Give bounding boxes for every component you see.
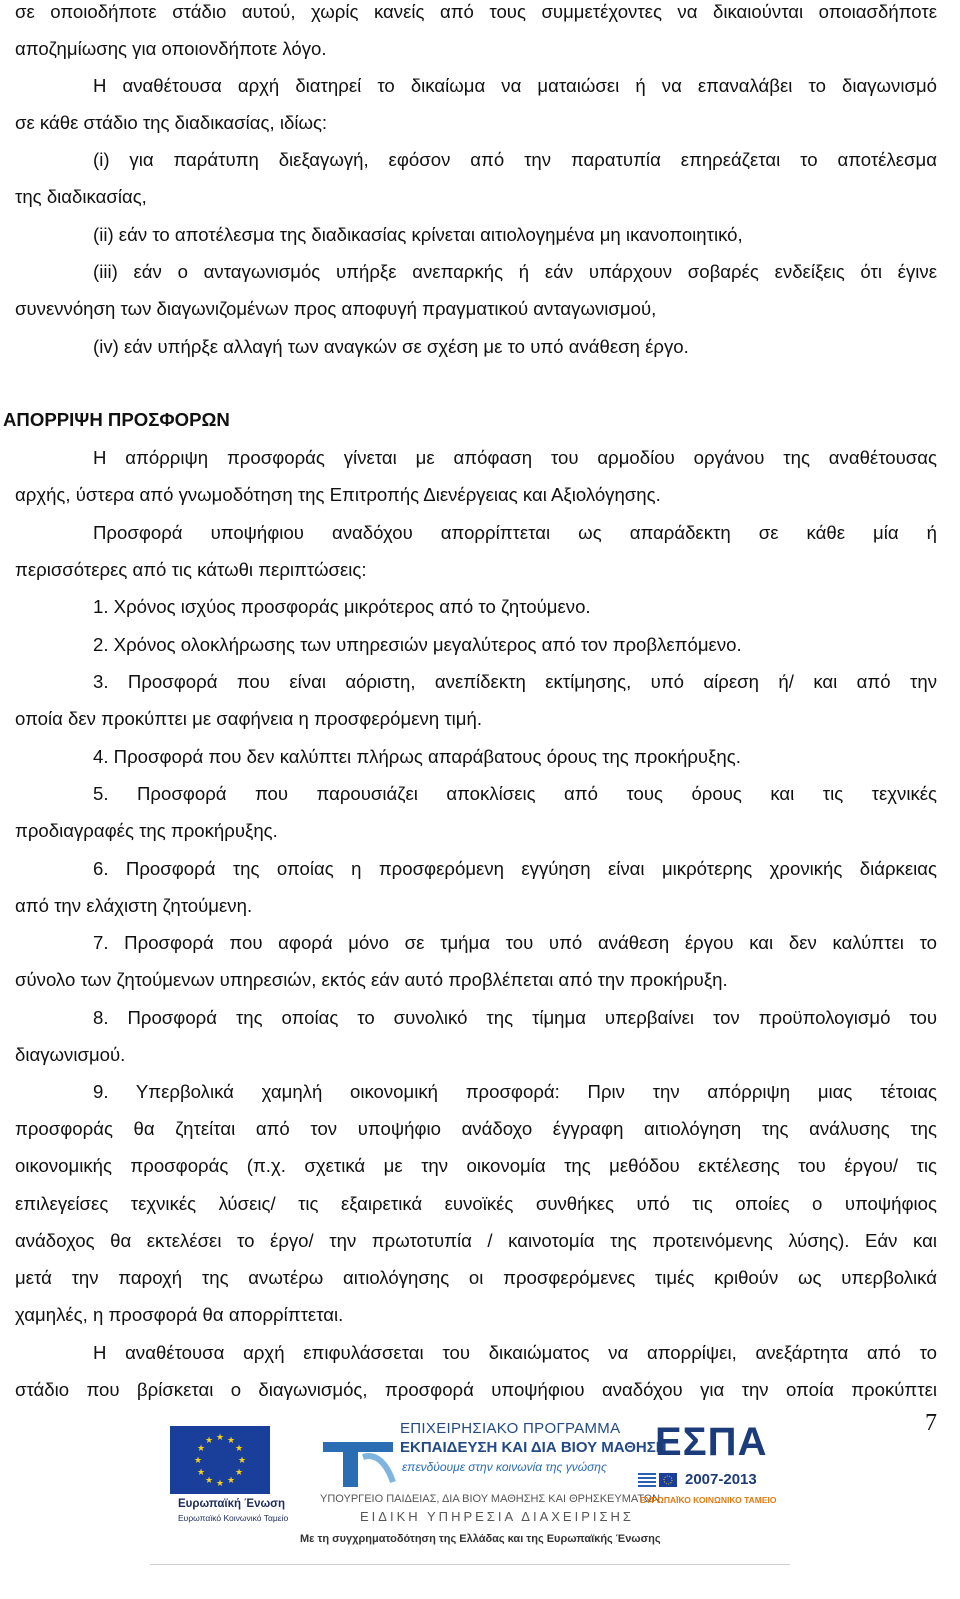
svg-text:★: ★ — [234, 1468, 244, 1478]
list-item: 4. Προσφορά που δεν καλύπτει πλήρως απαράβατους όρους της προκήρυξης. — [93, 746, 741, 767]
text-line: ανάδοχος θα εκτελέσει το έργο/ την πρωτοτυπία / καινοτομία της προτεινόμενης λύσης). Εάν και — [15, 1230, 937, 1251]
section-heading: ΑΠΟΡΡΙΨΗ ΠΡΟΣΦΟΡΩΝ — [3, 409, 230, 430]
list-item: 8. Προσφορά της οποίας το συνολικό της τίμημα υπερβαίνει τον προϋπολογισμό του — [93, 1007, 937, 1028]
svg-text:★: ★ — [204, 1476, 214, 1486]
espa-years: 2007-2013 — [685, 1471, 757, 1488]
svg-text:★: ★ — [215, 1479, 225, 1489]
managing-authority: ΕΙΔΙΚΗ ΥΠΗΡΕΣΙΑ ΔΙΑΧΕΙΡΙΣΗΣ — [360, 1509, 634, 1524]
text-line: (iv) εάν υπήρξε αλλαγή των αναγκών σε σχέση με το υπό ανάθεση έργο. — [93, 336, 689, 357]
list-item: 5. Προσφορά που παρουσιάζει αποκλίσεις από τους όρους και τις τεχνικές — [93, 783, 937, 804]
svg-text:★: ★ — [196, 1468, 206, 1478]
greek-eu-flags-icon — [638, 1471, 678, 1491]
eu-label: Ευρωπαϊκή Ένωση — [178, 1498, 286, 1510]
program-title-line1: ΕΠΙΧΕΙΡΗΣΙΑΚΟ ΠΡΟΓΡΑΜΜΑ — [400, 1420, 621, 1437]
text-line: διαγωνισμού. — [15, 1044, 126, 1065]
svg-text:★: ★ — [204, 1436, 214, 1446]
list-item: 1. Χρόνος ισχύος προσφοράς μικρότερος από το ζητούμενο. — [93, 596, 591, 617]
text-line: (iii) εάν ο ανταγωνισμός υπήρξε ανεπαρκής ή εάν υπάρχουν σοβαρές ενδείξεις ότι έγινε — [93, 261, 937, 282]
text-line: οικονομικής προσφοράς (π.χ. σχετικά με την οικονομία της μεθόδου εκτέλεσης του έργου/ τις — [15, 1155, 937, 1176]
svg-text:★: ★ — [196, 1444, 206, 1454]
text-line: χαμηλές, η προσφορά θα απορρίπτεται. — [15, 1304, 344, 1325]
list-item: 7. Προσφορά που αφορά μόνο σε τμήμα του υπό ανάθεση έργου και δεν καλύπτει το — [93, 932, 937, 953]
ministry-name: ΥΠΟΥΡΓΕΙΟ ΠΑΙΔΕΙΑΣ, ΔΙΑ ΒΙΟΥ ΜΑΘΗΣΗΣ ΚΑΙ ΘΡΗΣΚΕΥΜΑΤΩΝ — [320, 1493, 661, 1505]
cofinancing-note: Με τη συγχρηματοδότηση της Ελλάδας και της Ευρωπαϊκής Ένωσης — [300, 1533, 661, 1545]
list-item: 9. Υπερβολικά χαμηλή οικονομική προσφορά: Πριν την απόρριψη μιας τέτοιας — [93, 1081, 937, 1102]
text-line: από την ελάχιστη ζητούμενη. — [15, 895, 253, 916]
text-line: (ii) εάν το αποτέλεσμα της διαδικασίας κρίνεται αιτιολογημένα μη ικανοποιητικό, — [93, 224, 743, 245]
eu-sublabel: Ευρωπαϊκό Κοινωνικό Ταμείο — [178, 1513, 289, 1523]
text-line: της διαδικασίας, — [15, 186, 147, 207]
text-line: Η αναθέτουσα αρχή επιφυλάσσεται του δικαιώματος να απορρίψει, ανεξάρτητα από το — [93, 1342, 937, 1363]
eu-flag-icon — [170, 1426, 270, 1494]
text-line: συνεννόηση των διαγωνιζομένων προς αποφυγή πραγματικού ανταγωνισμού, — [15, 298, 657, 319]
funding-logos-footer — [150, 1398, 790, 1565]
text-line: (i) για παράτυπη διεξαγωγή, εφόσον από την παρατυπία επηρεάζεται το αποτέλεσμα — [93, 149, 937, 170]
text-line: μετά την παροχή της ανωτέρω αιτιολόγησης οι προσφερόμενες τιμές κριθούν ως υπερβολικά — [15, 1267, 937, 1288]
text-line: προσφοράς θα ζητείται από τον υποψήφιο ανάδοχο έγγραφη αιτιολόγηση της ανάλυσης της — [15, 1118, 937, 1139]
text-line: περισσότερες από τις κάτωθι περιπτώσεις: — [15, 559, 367, 580]
text-line: σύνολο των ζητούμενων υπηρεσιών, εκτός εάν αυτό προβλέπεται από την προκήρυξη. — [15, 969, 728, 990]
espa-fund-label: ΕΥΡΩΠΑΪΚΟ ΚΟΙΝΩΝΙΚΟ ΤΑΜΕΙΟ — [640, 1495, 777, 1505]
text-line: Η απόρριψη προσφοράς γίνεται με απόφαση του αρμοδίου οργάνου της αναθέτουσας — [93, 447, 937, 468]
espa-logo-text: ΕΣΠΑ — [655, 1420, 768, 1464]
text-line: Η αναθέτουσα αρχή διατηρεί το δικαίωμα να ματαιώσει ή να επαναλάβει το διαγωνισμό — [93, 75, 937, 96]
text-line: σε κάθε στάδιο της διαδικασίας, ιδίως: — [15, 112, 328, 133]
svg-text:★: ★ — [193, 1456, 203, 1466]
svg-text:★: ★ — [234, 1444, 244, 1454]
text-line: σε οποιοδήποτε στάδιο αυτού, χωρίς κανείς από τους συμμετέχοντες να δικαιούνται οποιασδήποτε — [15, 1, 937, 22]
svg-text:★: ★ — [215, 1433, 225, 1443]
text-line: Προσφορά υποψήφιου αναδόχου απορρίπτεται ως απαράδεκτη σε κάθε μία ή — [93, 522, 937, 543]
text-line: αποζημίωσης για οποιονδήποτε λόγο. — [15, 38, 327, 59]
svg-text:★: ★ — [237, 1456, 247, 1466]
program-slogan: επενδύουμε στην κοινωνία της γνώσης — [402, 1460, 607, 1474]
list-item: 6. Προσφορά της οποίας η προσφερόμενη εγγύηση είναι μικρότερης χρονικής διάρκειας — [93, 858, 937, 879]
program-title-line2: ΕΚΠΑΙΔΕΥΣΗ ΚΑΙ ΔΙΑ ΒΙΟΥ ΜΑΘΗΣΗ — [400, 1439, 667, 1456]
svg-text:★: ★ — [226, 1476, 236, 1486]
text-line: προδιαγραφές της προκήρυξης. — [15, 820, 278, 841]
text-line: οποία δεν προκύπτει με σαφήνεια η προσφερόμενη τιμή. — [15, 708, 483, 729]
text-line: στάδιο που βρίσκεται ο διαγωνισμός, προσφορά υποψήφιου αναδόχου για την οποία προκύπτει — [15, 1379, 937, 1400]
svg-text:★: ★ — [226, 1436, 236, 1446]
text-line: επιλεγείσες τεχνικές λύσεις/ τις εξαιρετικά ευνοϊκές συνθήκες υπό τις οποίες ο υποψήφιος — [15, 1193, 937, 1214]
list-item: 2. Χρόνος ολοκλήρωσης των υπηρεσιών μεγαλύτερος από τον προβλεπόμενο. — [93, 634, 742, 655]
text-line: αρχής, ύστερα από γνωμοδότηση της Επιτροπής Διενέργειας και Αξιολόγησης. — [15, 484, 661, 505]
page-number: 7 — [925, 1410, 937, 1436]
list-item: 3. Προσφορά που είναι αόριστη, ανεπίδεκτη εκτίμησης, υπό αίρεση ή/ και από την — [93, 671, 937, 692]
